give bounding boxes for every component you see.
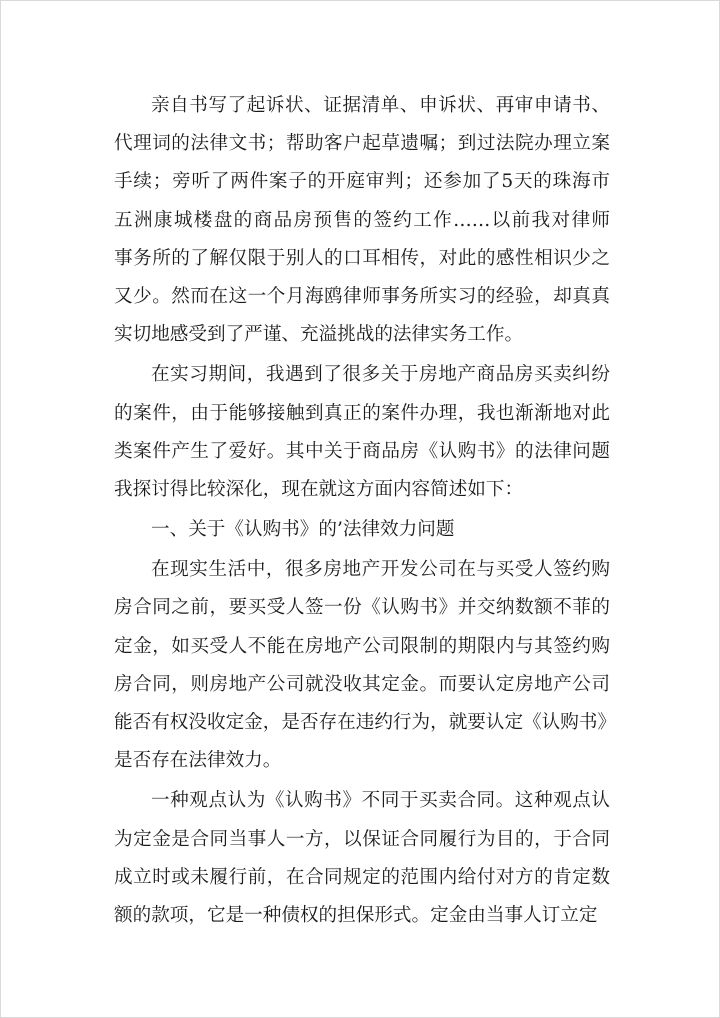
text-line: 定金，如买受人不能在房地产公司限制的期限内与其签约购 — [114, 635, 610, 657]
paragraph — [114, 87, 610, 354]
text-line: 成立时或未履行前，在合同规定的范围内给付对方的肯定数 — [114, 866, 610, 888]
text-line: 类案件产生了爱好。其中关于商品房《认购书》的法律问题 — [114, 440, 610, 462]
text-line: 在实习期间，我遇到了很多关于房地产商品房买卖纠纷 — [151, 364, 610, 386]
document-body — [114, 87, 617, 935]
text-line: 的案件，由于能够接触到真正的案件办理，我也渐渐地对此 — [114, 402, 610, 424]
text-line: 是否存在法律效力。 — [114, 750, 282, 772]
text-line: 五洲康城楼盘的商品房预售的签约工作……以前我对律师 — [114, 209, 610, 231]
text-line: 在现实生活中，很多房地产开发公司在与买受人签约购 — [151, 559, 610, 581]
text-line: 为定金是合同当事人一方，以保证合同履行为目的，于合同 — [114, 828, 610, 850]
text-line: 一、关于《认购书》的’法律效力问题 — [151, 519, 455, 541]
paragraph — [114, 782, 610, 935]
text-line: 实切地感受到了严谨、充溢挑战的法律实务工作。 — [114, 324, 524, 346]
text-line: 额的款项，它是一种债权的担保形式。定金由当事人订立定 — [114, 904, 598, 926]
text-line: 代理词的法律文书；帮助客户起草遗嘱；到过法院办理立案 — [114, 133, 610, 155]
text-line: 我探讨得比较深化，现在就这方面内容简述如下： — [114, 478, 524, 500]
text-line: 手续；旁听了两件案子的开庭审判；还参加了5天的珠海市 — [114, 171, 610, 193]
paragraph — [114, 511, 610, 549]
text-line: 能否有权没收定金，是否存在违约行为，就要认定《认购书》 — [114, 712, 617, 733]
text-line: 房合同之前，要买受人签一份《认购书》并交纳数额不菲的 — [114, 597, 610, 619]
paragraph — [114, 356, 610, 509]
paragraph — [114, 551, 617, 780]
text-line: 事务所的了解仅限于别人的口耳相传，对此的感性相识少之 — [114, 247, 610, 269]
text-line: 一种观点认为《认购书》不同于买卖合同。这种观点认 — [151, 790, 610, 812]
text-line: 又少。然而在这一个月海鸥律师事务所实习的经验，却真真 — [114, 285, 610, 307]
text-line: 亲自书写了起诉状、证据清单、申诉状、再审申请书、 — [151, 95, 610, 116]
text-line: 房合同，则房地产公司就没收其定金。而要认定房地产公司 — [114, 673, 610, 695]
